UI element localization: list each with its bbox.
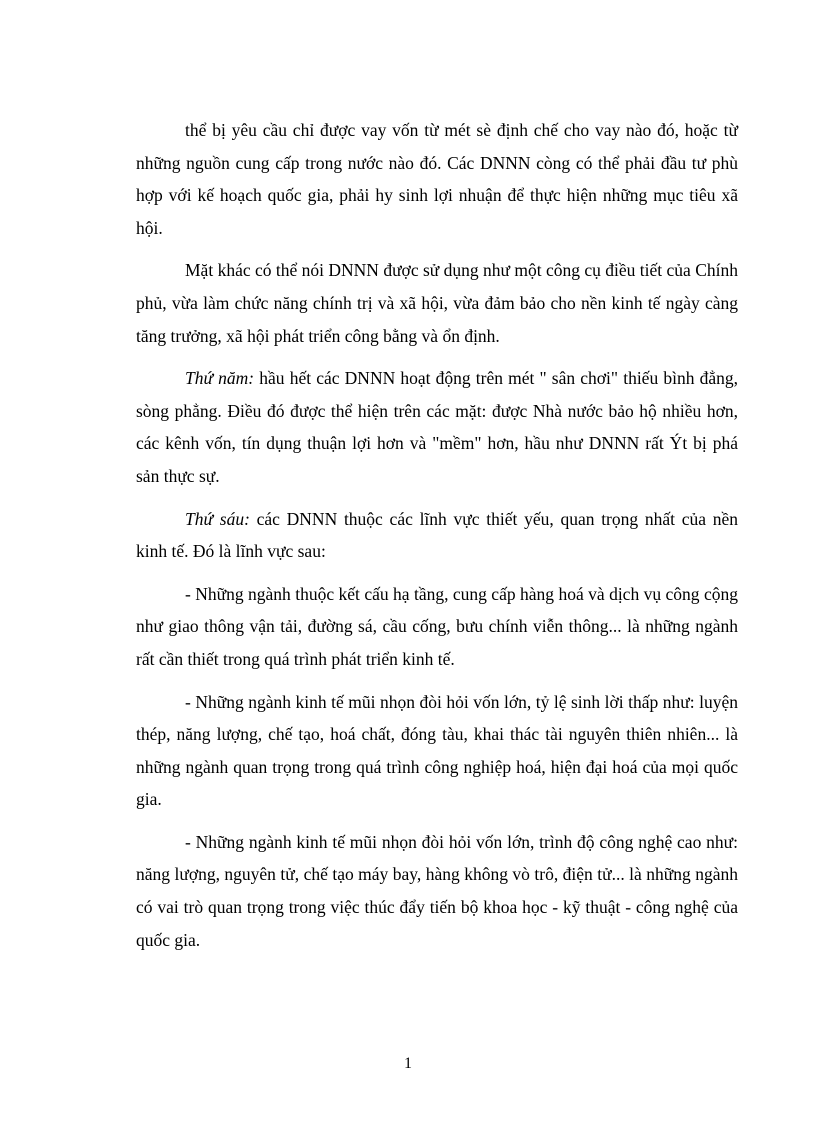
paragraph-text: thể bị yêu cầu chỉ được vay vốn từ mét sè định chế cho vay nào đó, hoặc từ những nguồn cung cấp trong nước nào đó. Các DNNN còng có thể phải đầu tư phù hợp với kế hoạch quốc gia, phải hy sinh lợi nhuận để thực hiện những mục tiêu xã hội.	[136, 120, 738, 238]
paragraph-5	[136, 578, 738, 676]
paragraph-6	[136, 686, 738, 816]
paragraph-3	[136, 362, 738, 492]
paragraph-lead: Thứ năm:	[185, 368, 255, 389]
paragraph-text: Mặt khác có thể nói DNNN được sử dụng như một công cụ điều tiết của Chính phủ, vừa làm chức năng chính trị và xã hội, vừa đảm bảo cho nền kinh tế ngày càng tăng trưởng, xã hội phát triển công bằng và ổn định.	[136, 260, 738, 346]
paragraph-lead: Thứ sáu:	[185, 508, 250, 529]
page-number: 1	[404, 1055, 412, 1072]
paragraph-text: - Những ngành thuộc kết cấu hạ tầng, cung cấp hàng hoá và dịch vụ công cộng như giao thông vận tải, đường sá, cầu cống, bưu chính viễn thông... là những ngành rất cần thiết trong quá trình phát triển kinh tế.	[136, 583, 738, 669]
paragraph-text: - Những ngành kinh tế mũi nhọn đòi hỏi vốn lớn, trình độ công nghệ cao như: năng lượng, nguyên tử, chế tạo máy bay, hàng không vò trô, điện tử... là những ngành có vai trò quan trọng trong việc thúc đẩy tiến bộ khoa học - kỹ thuật - công nghệ của quốc gia.	[136, 831, 738, 950]
paragraph-1	[136, 114, 738, 244]
paragraph-2	[136, 254, 738, 352]
paragraph-text: - Những ngành kinh tế mũi nhọn đòi hỏi vốn lớn, tỷ lệ sinh lời thấp như: luyện thép, năng lượng, chế tạo, hoá chất, đóng tàu, khai thác tài nguyên thiên nhiên... là những ngành quan trọng trong quá trình công nghiệp hoá, hiện đại hoá của mọi quốc gia.	[136, 691, 738, 810]
paragraph-text: các DNNN thuộc các lĩnh vực thiết yếu, quan trọng nhất của nền kinh tế. Đó là lĩnh vực sau:	[136, 508, 738, 562]
paragraph-7	[136, 826, 738, 956]
body-text	[136, 114, 738, 966]
paragraph-text: hầu hết các DNNN hoạt động trên mét " sân chơi" thiếu bình đẳng, sòng phẳng. Điều đó được thể hiện trên các mặt: được Nhà nước bảo hộ nhiều hơn, các kênh vốn, tín dụng thuận lợi hơn và "mềm" hơn, hầu như DNNN rất Ýt bị phá sản thực sự.	[136, 368, 738, 486]
paragraph-4	[136, 503, 738, 568]
